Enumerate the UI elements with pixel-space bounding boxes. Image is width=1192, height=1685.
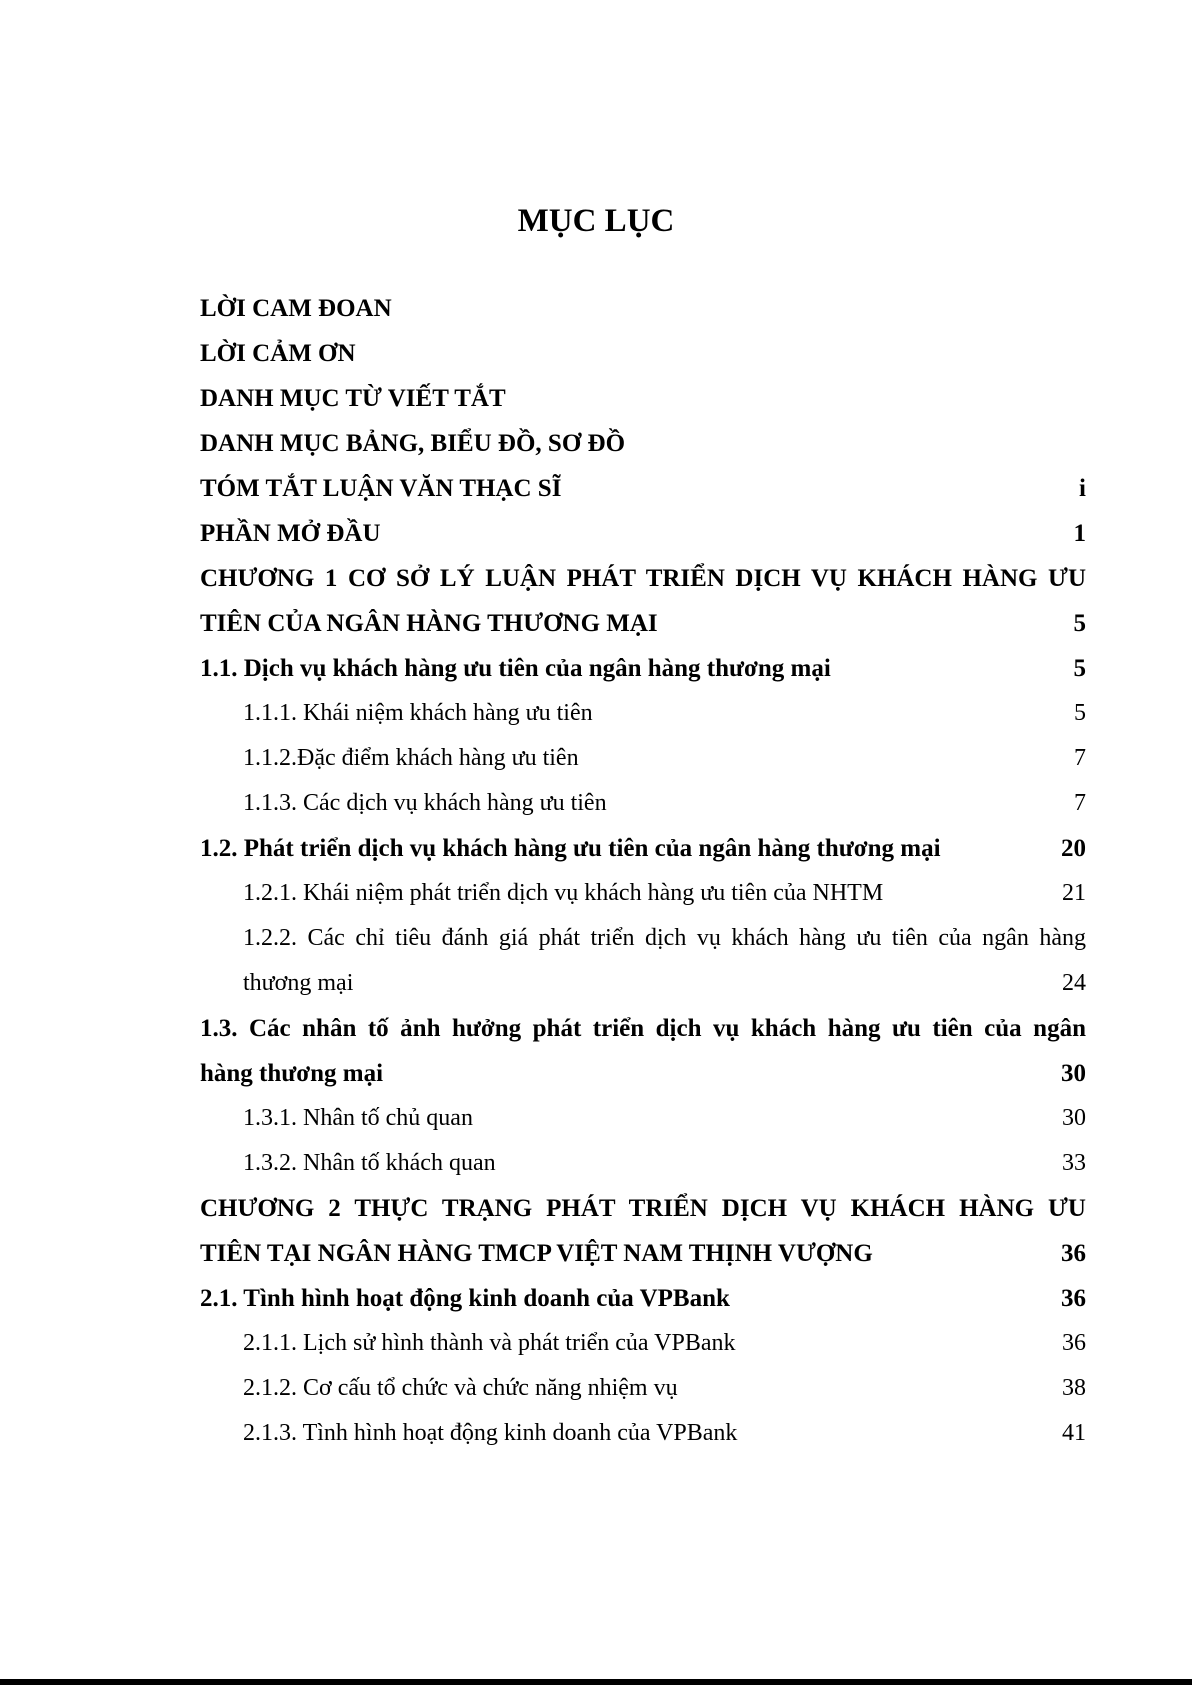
toc-entry[interactable] xyxy=(200,1006,1086,1051)
toc-entry-title: 1.1.2.Đặc điểm khách hàng ưu tiên xyxy=(243,745,579,771)
toc-entry-page-number: 1 xyxy=(1073,520,1086,547)
toc-entry[interactable] xyxy=(200,781,1086,826)
toc-entry-title: TIÊN CỦA NGÂN HÀNG THƯƠNG MẠI xyxy=(200,610,658,637)
toc-entry[interactable] xyxy=(200,916,1086,961)
dot-leader xyxy=(475,1101,1060,1125)
toc-entry-title: 1.3.2. Nhân tố khách quan xyxy=(243,1150,496,1176)
toc-entry-title: 1.1. Dịch vụ khách hàng ưu tiên của ngân hàng thương mại xyxy=(200,655,831,682)
toc-entry-title: DANH MỤC TỪ VIẾT TẮT xyxy=(200,385,506,412)
toc-entry[interactable] xyxy=(200,1366,1086,1411)
toc-entry-title: 1.1.1. Khái niệm khách hàng ưu tiên xyxy=(243,700,593,726)
dot-leader xyxy=(563,471,1077,496)
toc-entry-title: 1.3. Các nhân tố ảnh hưởng phát triển dịch vụ khách hàng ưu tiên của ngân xyxy=(200,1015,1086,1042)
toc-entry[interactable] xyxy=(200,826,1086,871)
dot-leader xyxy=(660,606,1072,631)
dot-leader xyxy=(609,786,1072,810)
bottom-edge-rule xyxy=(0,1679,1192,1685)
dot-leader xyxy=(581,741,1072,765)
toc-entry[interactable] xyxy=(200,601,1086,646)
toc-entry[interactable] xyxy=(200,376,1086,421)
toc-entry-page-number: 36 xyxy=(1061,1240,1086,1267)
toc-entry[interactable] xyxy=(200,1276,1086,1321)
dot-leader xyxy=(737,1326,1060,1350)
toc-entry-title: LỜI CẢM ƠN xyxy=(200,340,356,367)
toc-entry[interactable] xyxy=(200,961,1086,1006)
toc-entry[interactable] xyxy=(200,1231,1086,1276)
dot-leader xyxy=(739,1416,1060,1440)
toc-entry-title: TÓM TẮT LUẬN VĂN THẠC SĨ xyxy=(200,475,562,502)
toc-entry-page-number: 41 xyxy=(1062,1420,1086,1446)
toc-entry-title: 2.1.1. Lịch sử hình thành và phát triển của VPBank xyxy=(243,1330,736,1356)
toc-entry-title: 2.1.3. Tình hình hoạt động kinh doanh của VPBank xyxy=(243,1420,738,1446)
toc-entry-title: 1.3.1. Nhân tố chủ quan xyxy=(243,1105,473,1131)
toc-entry-title: 1.2. Phát triển dịch vụ khách hàng ưu tiên của ngân hàng thương mại xyxy=(200,835,941,862)
toc-entry[interactable] xyxy=(200,286,1086,331)
toc-entry-page-number: 36 xyxy=(1062,1330,1086,1356)
toc-entry-title: 1.2.2. Các chỉ tiêu đánh giá phát triển dịch vụ khách hàng ưu tiên của ngân hàng xyxy=(243,925,1086,951)
toc-entry-title: CHƯƠNG 1 CƠ SỞ LÝ LUẬN PHÁT TRIỂN DỊCH VỤ KHÁCH HÀNG ƯU xyxy=(200,565,1086,592)
toc-entry-page-number: 7 xyxy=(1074,790,1086,816)
toc-entry[interactable] xyxy=(200,1051,1086,1096)
dot-leader xyxy=(355,966,1060,990)
toc-entry[interactable] xyxy=(200,511,1086,556)
toc-entry-page-number: 24 xyxy=(1062,970,1086,996)
toc-entry-title: DANH MỤC BẢNG, BIỂU ĐỒ, SƠ ĐỒ xyxy=(200,430,626,457)
toc-entry[interactable] xyxy=(200,421,1086,466)
toc-entry-page-number: 21 xyxy=(1062,880,1086,906)
dot-leader xyxy=(595,696,1072,720)
toc-entry[interactable] xyxy=(200,691,1086,736)
dot-leader xyxy=(885,876,1060,900)
table-of-contents xyxy=(200,286,1086,1456)
toc-entry-title: PHẦN MỞ ĐẦU xyxy=(200,520,381,547)
toc-entry-page-number: 7 xyxy=(1074,745,1086,771)
dot-leader xyxy=(385,1056,1059,1081)
dot-leader xyxy=(875,1236,1059,1261)
toc-entry-title: thương mại xyxy=(243,970,354,996)
dot-leader xyxy=(943,831,1059,856)
toc-entry[interactable] xyxy=(200,1186,1086,1231)
toc-entry-title: CHƯƠNG 2 THỰC TRẠNG PHÁT TRIỂN DỊCH VỤ KHÁCH HÀNG ƯU xyxy=(200,1195,1086,1222)
toc-entry-page-number: 5 xyxy=(1073,655,1086,682)
toc-entry[interactable] xyxy=(200,646,1086,691)
toc-entry-page-number: 33 xyxy=(1062,1150,1086,1176)
toc-entry[interactable] xyxy=(200,736,1086,781)
toc-entry-title: 1.1.3. Các dịch vụ khách hàng ưu tiên xyxy=(243,790,607,816)
toc-entry-title: hàng thương mại xyxy=(200,1060,384,1087)
toc-entry-page-number: 20 xyxy=(1061,835,1086,862)
dot-leader xyxy=(833,651,1072,676)
toc-entry-page-number: 30 xyxy=(1061,1060,1086,1087)
page-title: MỤC LỤC xyxy=(517,203,675,239)
toc-entry-page-number: 36 xyxy=(1061,1285,1086,1312)
toc-entry-page-number: 5 xyxy=(1074,700,1086,726)
toc-entry-page-number: 38 xyxy=(1062,1375,1086,1401)
toc-entry[interactable] xyxy=(200,1321,1086,1366)
toc-entry-page-number: 30 xyxy=(1062,1105,1086,1131)
dot-leader xyxy=(383,516,1072,541)
dot-leader xyxy=(680,1371,1060,1395)
toc-entry-title: 1.2.1. Khái niệm phát triển dịch vụ khách hàng ưu tiên của NHTM xyxy=(243,880,884,906)
toc-entry-page-number: 5 xyxy=(1073,610,1086,637)
toc-entry-title: 2.1. Tình hình hoạt động kinh doanh của VPBank xyxy=(200,1285,730,1312)
toc-entry[interactable] xyxy=(200,331,1086,376)
toc-entry[interactable] xyxy=(200,1141,1086,1186)
toc-entry[interactable] xyxy=(200,871,1086,916)
toc-entry-title: 2.1.2. Cơ cấu tổ chức và chức năng nhiệm vụ xyxy=(243,1375,678,1401)
toc-entry[interactable] xyxy=(200,1411,1086,1456)
toc-entry-title: TIÊN TẠI NGÂN HÀNG TMCP VIỆT NAM THỊNH VƯỢNG xyxy=(200,1240,873,1267)
toc-entry[interactable] xyxy=(200,1096,1086,1141)
dot-leader xyxy=(732,1281,1059,1306)
dot-leader xyxy=(498,1146,1060,1170)
toc-entry[interactable] xyxy=(200,466,1086,511)
toc-entry-page-number: i xyxy=(1079,475,1086,502)
toc-entry[interactable] xyxy=(200,556,1086,601)
toc-entry-title: LỜI CAM ĐOAN xyxy=(200,295,392,322)
